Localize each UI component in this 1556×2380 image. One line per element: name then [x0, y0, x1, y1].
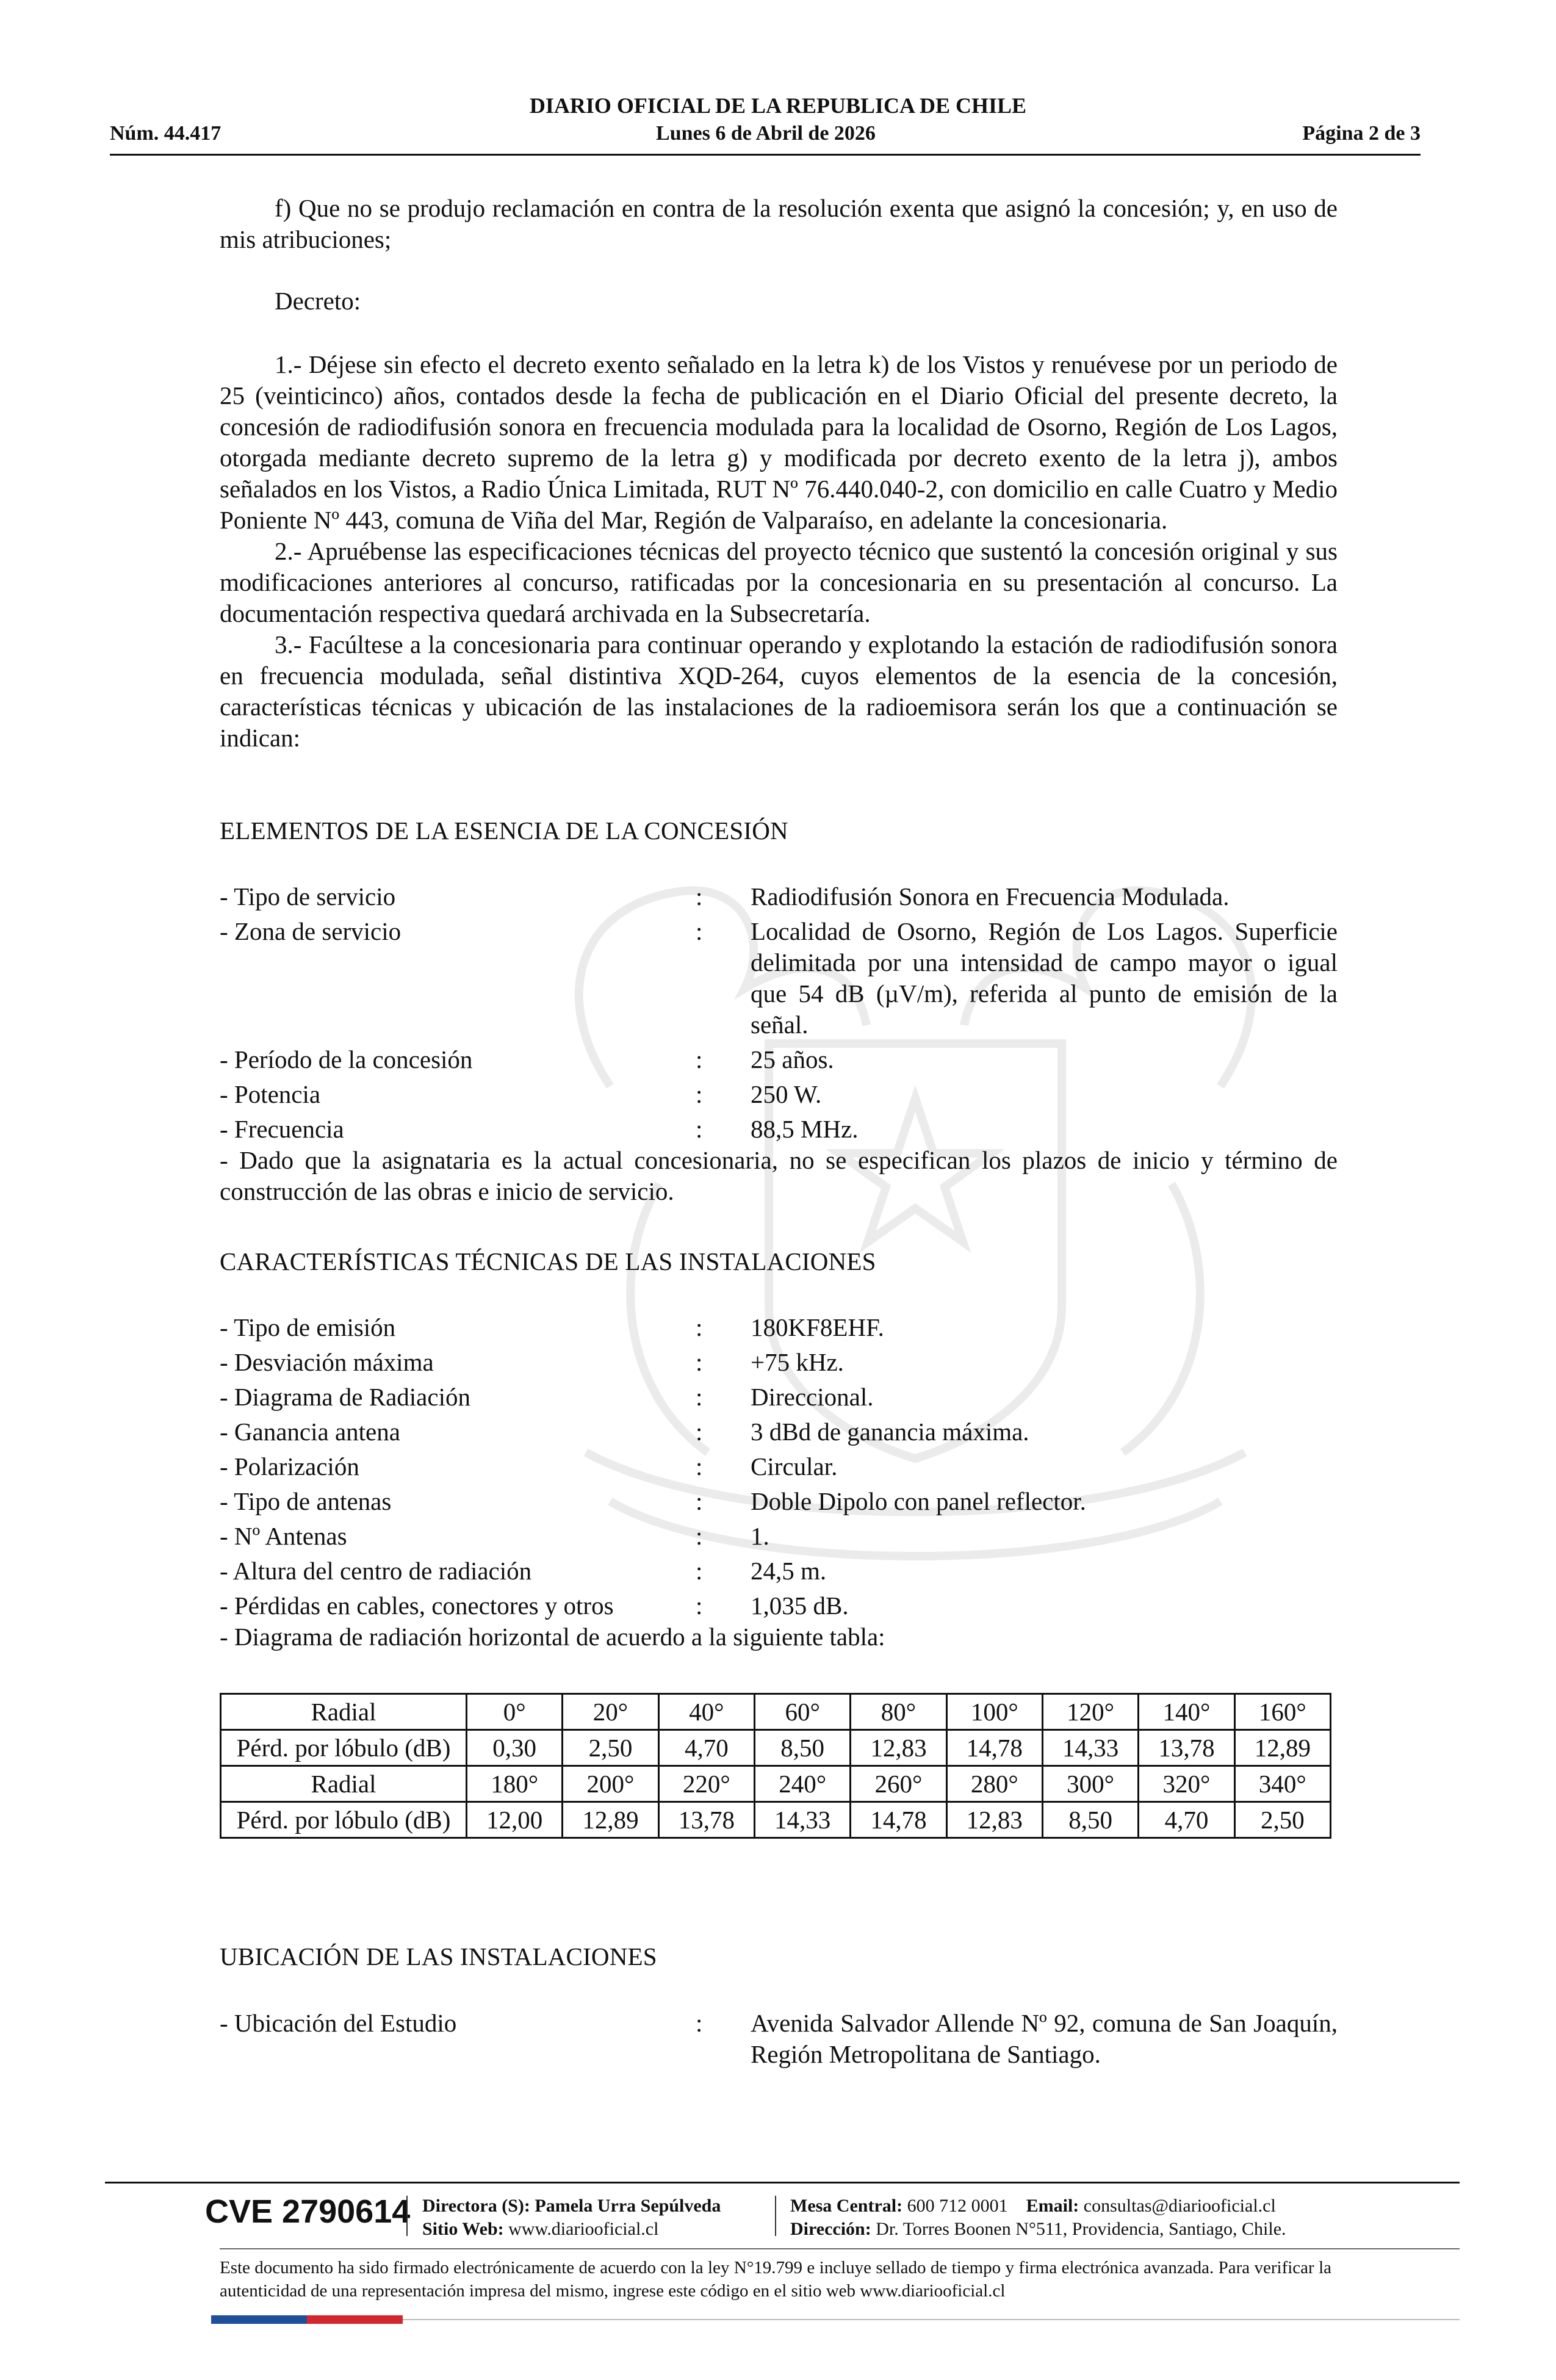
table-cell: 100°: [946, 1694, 1042, 1730]
issue-date: Lunes 6 de Abril de 2026: [656, 122, 876, 145]
table-row-radial-1: [221, 1694, 1331, 1730]
esencia-row: - Zona de servicio : Localidad de Osorno, Región de Los Lagos. Superficie delimitada por una intensidad de campo mayor o igual que 54 dB (µV/m), referida al punto de emisión de la señal.: [220, 917, 1338, 1039]
table-intro: - Diagrama de radiación horizontal de acuerdo a la siguiente tabla:: [220, 1623, 885, 1651]
article-3: 3.- Facúltese a la concesionaria para continuar operando y explotando la estación de radiodifusión sonora en frecuencia modulada, señal distintiva XQD-264, cuyos elementos de la esencia de la concesión, características técnicas y ubicación de las instalaciones de la radioemisora serán los que a continuación se indican:: [220, 630, 1338, 752]
tecnicas-list: [220, 1312, 1338, 1653]
tecnicas-row: - Ganancia antena : 3 dBd de ganancia máxima.: [220, 1418, 1029, 1446]
esencia-note: - Dado que la asignataria es la actual concesionaria, no se especifican los plazos de inicio y término de construcción de las obras e inicio de servicio.: [220, 1146, 1338, 1205]
footer-separator: [775, 2196, 776, 2236]
tecnicas-row: - Pérdidas en cables, conectores y otros : 1,035 dB.: [220, 1592, 849, 1620]
table-cell: 12,89: [1234, 1730, 1330, 1766]
row-header: Pérd. por lóbulo (dB): [221, 1802, 467, 1838]
table-cell: 12,83: [946, 1802, 1042, 1838]
row-header: Radial: [221, 1694, 467, 1730]
table-cell: 12,00: [467, 1802, 563, 1838]
table-cell: 200°: [563, 1766, 658, 1802]
table-cell: 280°: [946, 1766, 1042, 1802]
table-cell: 20°: [563, 1694, 658, 1730]
esencia-row: - Potencia : 250 W.: [220, 1080, 822, 1108]
table-cell: 180°: [467, 1766, 563, 1802]
table-cell: 260°: [851, 1766, 946, 1802]
tecnicas-row: - Altura del centro de radiación : 24,5 m.: [220, 1557, 827, 1585]
table-cell: 60°: [754, 1694, 850, 1730]
table-cell: 140°: [1139, 1694, 1234, 1730]
decreto-label: Decreto:: [275, 287, 361, 315]
signature-note: Este documento ha sido firmado electrónicamente de acuerdo con la ley N°19.799 e incluye sellado de tiempo y firma electrónica avanzada. Para verificar la autenticidad de una representación impresa del mismo, ingrese este código en el sitio web www.diariooficial.cl: [220, 2258, 1331, 2301]
paragraph-f: f) Que no se produjo reclamación en contra de la resolución exenta que asignó la concesión; y, en uso de mis atribuciones;: [220, 194, 1338, 253]
table-row-loss-1: [221, 1730, 1331, 1766]
section-title-esencia: ELEMENTOS DE LA ESENCIA DE LA CONCESIÓN: [220, 817, 788, 845]
flag-bar-red: [307, 2315, 403, 2324]
table-cell: 4,70: [1139, 1802, 1234, 1838]
cve-code: CVE 2790614: [205, 2193, 411, 2230]
row-header: Radial: [221, 1766, 467, 1802]
ubicacion-list: [220, 2008, 1338, 2070]
table-cell: 40°: [658, 1694, 754, 1730]
ubicacion-row: - Ubicación del Estudio : Avenida Salvador Allende Nº 92, comuna de San Joaquín, Región Metropolitana de Santiago.: [220, 2009, 1338, 2068]
footer-divider: [105, 2182, 1460, 2183]
table-cell: 2,50: [1234, 1802, 1330, 1838]
table-cell: 160°: [1234, 1694, 1330, 1730]
issue-number: Núm. 44.417: [110, 122, 222, 145]
tecnicas-row: - Tipo de emisión : 180KF8EHF.: [220, 1313, 884, 1341]
table-cell: 240°: [754, 1766, 850, 1802]
table-cell: 2,50: [563, 1730, 658, 1766]
table-cell: 4,70: [658, 1730, 754, 1766]
table-cell: 120°: [1042, 1694, 1138, 1730]
table-row-loss-2: [221, 1802, 1331, 1838]
tecnicas-row: - Desviación máxima : +75 kHz.: [220, 1348, 844, 1376]
table-cell: 12,89: [563, 1802, 658, 1838]
esencia-row: - Período de la concesión : 25 años.: [220, 1045, 834, 1073]
article-1: 1.- Déjese sin efecto el decreto exento señalado en la letra k) de los Vistos y renuévese por un periodo de 25 (veinticinco) años, contados desde la fecha de publicación en el Diario Oficial del presente decreto, la concesión de radiodifusión sonora en frecuencia modulada para la localidad de Osorno, Región de Los Lagos, otorgada mediante decreto supremo de la letra g) y modificada por decreto exento de la letra j), ambos señalados en los Vistos, a Radio Única Limitada, RUT Nº 76.440.040-2, con domicilio en calle Cuatro y Medio Poniente Nº 443, comuna de Viña del Mar, Región de Valparaíso, en adelante la concesionaria.: [220, 350, 1338, 534]
tecnicas-row: - Nº Antenas : 1.: [220, 1522, 769, 1550]
radiation-table: [220, 1693, 1331, 1839]
article-2: 2.- Apruébense las especificaciones técnicas del proyecto técnico que sustentó la concesión original y sus modificaciones anteriores al concurso, ratificadas por la concesionaria en su presentación al concurso. La documentación respectiva quedará archivada en la Subsecretaría.: [220, 537, 1338, 627]
table-cell: 0,30: [467, 1730, 563, 1766]
table-cell: 300°: [1042, 1766, 1138, 1802]
section-title-tecnicas: CARACTERÍSTICAS TÉCNICAS DE LAS INSTALACIONES: [220, 1247, 876, 1275]
table-cell: 8,50: [1042, 1802, 1138, 1838]
footer-separator: [406, 2196, 408, 2236]
table-cell: 80°: [851, 1694, 946, 1730]
table-cell: 14,33: [754, 1802, 850, 1838]
table-cell: 320°: [1139, 1766, 1234, 1802]
esencia-row: - Frecuencia : 88,5 MHz.: [220, 1115, 859, 1143]
table-cell: 13,78: [1139, 1730, 1234, 1766]
email-link[interactable]: consultas@diariooficial.cl: [1083, 2196, 1276, 2216]
section-title-ubicacion: UBICACIÓN DE LAS INSTALACIONES: [220, 1942, 657, 1971]
esencia-list: [220, 881, 1338, 1207]
footer-contact-left: Directora (S): Pamela Urra Sepúlveda Sitio Web: www.diariooficial.cl: [422, 2196, 721, 2239]
tecnicas-row: - Polarización : Circular.: [220, 1452, 838, 1480]
row-header: Pérd. por lóbulo (dB): [221, 1730, 467, 1766]
table-cell: 14,78: [851, 1802, 946, 1838]
flag-bar-blue: [211, 2315, 307, 2324]
directora-name: Pamela Urra Sepúlveda: [535, 2196, 721, 2216]
table-row-radial-2: [221, 1766, 1331, 1802]
flag-bar-line: [403, 2319, 1460, 2320]
table-cell: 8,50: [754, 1730, 850, 1766]
newspaper-title: DIARIO OFICIAL DE LA REPUBLICA DE CHILE: [529, 93, 1027, 118]
table-cell: 340°: [1234, 1766, 1330, 1802]
table-cell: 12,83: [851, 1730, 946, 1766]
tecnicas-row: - Tipo de antenas : Doble Dipolo con panel reflector.: [220, 1487, 1086, 1515]
footer-divider-2: [220, 2248, 1460, 2249]
website-link[interactable]: www.diariooficial.cl: [508, 2219, 659, 2239]
table-cell: 13,78: [658, 1802, 754, 1838]
table-cell: 0°: [467, 1694, 563, 1730]
tecnicas-row: - Diagrama de Radiación : Direccional.: [220, 1383, 874, 1411]
table-cell: 14,78: [946, 1730, 1042, 1766]
esencia-row: - Tipo de servicio : Radiodifusión Sonora en Frecuencia Modulada.: [220, 882, 1230, 911]
table-cell: 14,33: [1042, 1730, 1138, 1766]
table-cell: 220°: [658, 1766, 754, 1802]
decree-articles: [220, 349, 1338, 754]
footer-contact-right: Mesa Central: 600 712 0001 Email: consultas@diariooficial.cl Dirección: Dr. Torres Boonen N°511, Providencia, Santiago, Chile.: [790, 2196, 1286, 2239]
page-indicator: Página 2 de 3: [1302, 122, 1421, 145]
header-divider: [110, 154, 1421, 156]
